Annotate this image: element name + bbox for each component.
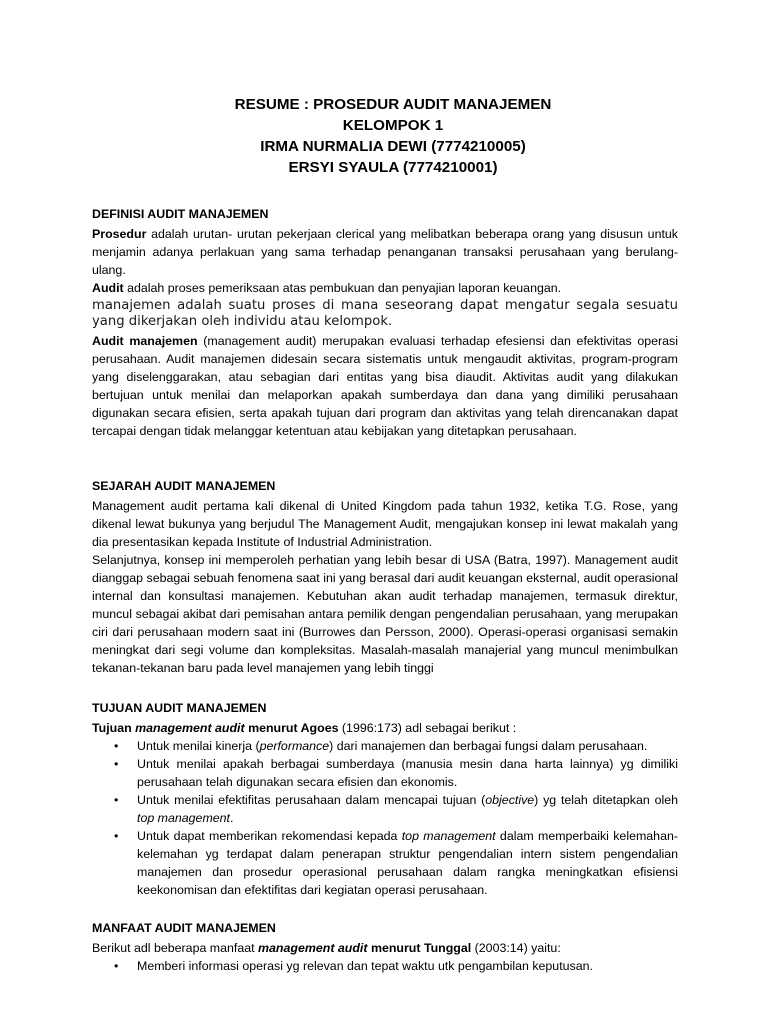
text-prosedur: adalah urutan- urutan pekerjaan clerical yang melibatkan beberapa orang yang disusun untuk menjamin adanya perlakuan yang sama terhadap penanganan transaksi perusahaan yang berulang-ulang. bbox=[92, 227, 678, 277]
bullet-icon: • bbox=[114, 959, 119, 973]
tujuan-list bbox=[92, 737, 678, 899]
tujuan-b3-d: top management bbox=[137, 811, 230, 825]
tujuan-intro-b: management audit bbox=[135, 721, 245, 735]
document-content bbox=[92, 94, 678, 975]
tujuan-b3-c: ) yg telah ditetapkan oleh bbox=[534, 793, 678, 807]
list-item bbox=[92, 827, 678, 899]
title-block bbox=[92, 94, 678, 178]
manfaat-intro-d: (2003:14) yaitu: bbox=[471, 941, 561, 955]
section-manfaat bbox=[92, 919, 678, 975]
tujuan-b4-b: top management bbox=[401, 829, 496, 843]
section-sejarah bbox=[92, 477, 678, 677]
term-audit-manajemen: Audit manajemen bbox=[92, 334, 198, 348]
paragraph-audit bbox=[92, 279, 678, 297]
text-audit-manajemen: (management audit) merupakan evaluasi terhadap efesiensi dan efektivitas operasi perusahaan. Audit manajemen didesain secara sistematis untuk mengaudit aktivitas, program-program yang diselenggarakan, atau sebagian dari entitas yang bisa diaudit. Aktivitas audit yang dilakukan bertujuan untuk menilai dan melaporkan apakah sumberdaya dan dana yang dimiliki perusahaan digunakan secara efisien, serta apakah tujuan dari program dan aktivitas yang telah direncanakan dapat tercapai dengan tidak melanggar ketentuan atau kebijakan yang ditetapkan perusahaan. bbox=[92, 334, 678, 438]
paragraph-manfaat-intro bbox=[92, 939, 678, 957]
paragraph-audit-manajemen bbox=[92, 332, 678, 440]
section-definisi bbox=[92, 205, 678, 440]
tujuan-intro-d: (1996:173) adl sebagai berikut : bbox=[338, 721, 517, 735]
bullet-icon: • bbox=[114, 757, 119, 771]
bullet-icon: • bbox=[114, 793, 119, 807]
paragraph-tujuan-intro bbox=[92, 719, 678, 737]
manfaat-b1: Memberi informasi operasi yg relevan dan tepat waktu utk pengambilan keputusan. bbox=[137, 959, 593, 973]
section-heading-sejarah: SEJARAH AUDIT MANAJEMEN bbox=[92, 479, 276, 493]
manfaat-intro-c: menurut Tunggal bbox=[367, 941, 472, 955]
manfaat-intro-b: management audit bbox=[258, 941, 368, 955]
tujuan-b3-e: . bbox=[230, 811, 234, 825]
tujuan-b1-a: Untuk menilai kinerja ( bbox=[137, 739, 260, 753]
tujuan-b3-a: Untuk menilai efektifitas perusahaan dalam mencapai tujuan ( bbox=[137, 793, 486, 807]
tujuan-b4-a: Untuk dapat memberikan rekomendasi kepada bbox=[137, 829, 402, 843]
tujuan-intro-a: Tujuan bbox=[92, 721, 136, 735]
text-audit: adalah proses pemeriksaan atas pembukuan dan penyajian laporan keuangan. bbox=[123, 281, 562, 295]
list-item bbox=[92, 957, 678, 975]
title-line-3: IRMA NURMALIA DEWI (7774210005) bbox=[260, 138, 526, 155]
bullet-icon: • bbox=[114, 739, 119, 753]
bullet-icon: • bbox=[114, 829, 119, 843]
manfaat-intro-a: Berikut adl beberapa manfaat bbox=[92, 941, 259, 955]
paragraph-manajemen: manajemen adalah suatu proses di mana seseorang dapat mengatur segala sesuatu yang dikerjakan oleh individu atau kelompok. bbox=[92, 298, 678, 329]
term-audit: Audit bbox=[92, 281, 124, 295]
section-heading-tujuan: TUJUAN AUDIT MANAJEMEN bbox=[92, 701, 267, 715]
tujuan-b1-b: performance bbox=[259, 739, 330, 753]
section-heading-definisi: DEFINISI AUDIT MANAJEMEN bbox=[92, 207, 269, 221]
title-line-4: ERSYI SYAULA (7774210001) bbox=[288, 159, 498, 176]
section-tujuan bbox=[92, 699, 678, 899]
term-prosedur: Prosedur bbox=[92, 227, 147, 241]
tujuan-intro-c: menurut Agoes bbox=[244, 721, 339, 735]
tujuan-b4-c: dalam memperbaiki kelemahan-kelemahan yg terdapat dalam penerapan struktur pengendalian intern sistem pengendalian manajemen dan prosedur operasional perusahaan dalam rangka meningkatkan efisiensi keekonomisan dan efektifitas dari kegiatan operasi perusahaan. bbox=[137, 829, 678, 897]
list-item bbox=[92, 791, 678, 827]
list-item bbox=[92, 737, 678, 755]
list-item bbox=[92, 755, 678, 791]
paragraph-sejarah-1: Management audit pertama kali dikenal di United Kingdom pada tahun 1932, ketika T.G. Rose, yang dikenal lewat bukunya yang berjudul The Management Audit, mengajukan konsep ini lewat makalah yang dia presentasikan kepada Institute of Industrial Administration. bbox=[92, 499, 678, 549]
tujuan-b1-c: ) dari manajemen dan berbagai fungsi dalam perusahaan. bbox=[329, 739, 648, 753]
paragraph-prosedur bbox=[92, 225, 678, 279]
paragraph-sejarah-2: Selanjutnya, konsep ini memperoleh perhatian yang lebih besar di USA (Batra, 1997). Management audit dianggap sebagai sebuah fenomena saat ini yang berasal dari audit keuangan eksternal, audit operasional internal dan konsultasi manajemen. Kebutuhan akan audit terhadap manajemen, termasuk direktur, muncul sebagai akibat dari pemisahan antara pemilik dengan pengendalian perusahaan, yang merupakan ciri dari perusahaan modern saat ini (Burrowes dan Persson, 2000). Operasi-operasi organisasi semakin meningkat dari segi volume dan kompleksitas. Masalah-masalah manajerial yang muncul menimbulkan tekanan-tekanan baru pada level manajemen yang lebih tinggi bbox=[92, 553, 678, 675]
tujuan-b3-b: objective bbox=[485, 793, 535, 807]
title-line-2: KELOMPOK 1 bbox=[342, 117, 444, 134]
manfaat-list bbox=[92, 957, 678, 975]
tujuan-b2: Untuk menilai apakah berbagai sumberdaya (manusia mesin dana harta lainnya) yg dimiliki perusahaan telah digunakan secara efisien dan ekonomis. bbox=[137, 757, 678, 789]
title-line-1: RESUME : PROSEDUR AUDIT MANAJEMEN bbox=[234, 96, 552, 113]
section-heading-manfaat: MANFAAT AUDIT MANAJEMEN bbox=[92, 921, 276, 935]
